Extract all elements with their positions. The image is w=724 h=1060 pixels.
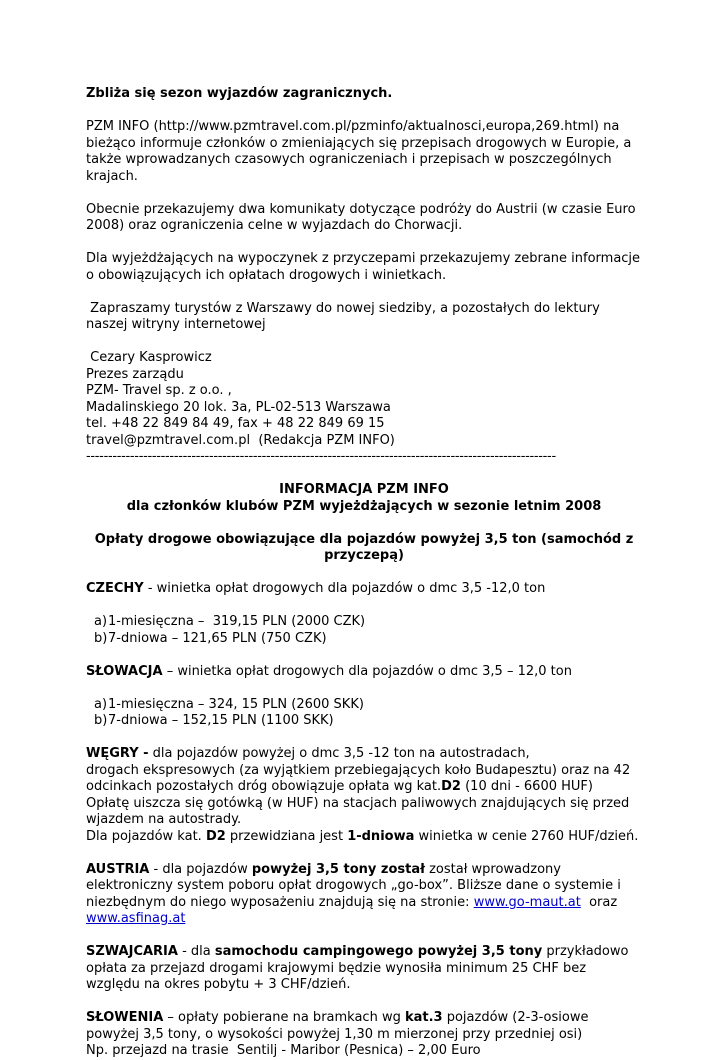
section-szwajcaria	[86, 944, 642, 994]
signature-email: travel@pzmtravel.com.pl (Redakcja PZM INFO)	[86, 432, 395, 448]
link-asfinag[interactable]: www.asfinag.at	[86, 911, 186, 926]
country-name-czechy: CZECHY	[86, 581, 144, 596]
section-austria	[86, 862, 642, 928]
intro-paragraph-4: Zapraszamy turystów z Warszawy do nowej siedziby, a pozostałych do lektury naszej witryny internetowej	[86, 300, 604, 332]
list-item-text: 7-dniowa – 152,15 PLN (1100 SKK)	[108, 713, 334, 728]
list-item	[86, 614, 642, 631]
link-go-maut[interactable]: www.go-maut.at	[473, 894, 581, 910]
szwajcaria-bold-text: samochodu campingowego powyżej 3,5 tony	[214, 944, 543, 959]
list-item-text: 1-miesięczna – 319,15 PLN (2000 CZK)	[108, 614, 366, 629]
intro-title: Zbliża się sezon wyjazdów zagranicznych.	[86, 86, 393, 101]
signature-phone: tel. +48 22 849 84 49, fax + 48 22 849 69 15	[86, 416, 385, 431]
list-item	[86, 631, 642, 648]
slowenia-text-3: Np. przejazd na trasie Sentilj - Maribor (Pesnica) – 2,00 Euro	[86, 1043, 481, 1058]
info-heading: INFORMACJA PZM INFO	[279, 482, 449, 497]
wegry-text-3: (10 dni - 6600 HUF)	[460, 779, 593, 794]
section-slowenia	[86, 1010, 642, 1060]
country-name-slowenia: SŁOWENIA	[86, 1010, 164, 1025]
szwajcaria-text-1: - dla	[177, 944, 215, 959]
intro-paragraph-1: PZM INFO (http://www.pzmtravel.com.pl/pzminfo/aktualnosci,europa,269.html) na bieżąco informuje członków o zmieniających się przepisach drogowych w Europie, a także wprowadzanych czasowych ograniczeniach i przepisach w poszczególnych krajach.	[86, 119, 632, 184]
intro-paragraph-3: Dla wyjeżdżających na wypoczynek z przyczepami przekazujemy zebrane informacje o obowiązujących ich opłatach drogowych i winietkach.	[86, 251, 641, 283]
wegry-category-2: D2	[205, 828, 226, 844]
czechy-description: - winietka opłat drogowych dla pojazdów o dmc 3,5 -12,0 ton	[143, 581, 546, 596]
austria-bold-text: powyżej 3,5 tony został	[251, 861, 425, 877]
signature-name: Cezary Kasprowicz	[86, 350, 212, 365]
wegry-text-4: Opłatę uiszcza się gotówką (w HUF) na stacjach paliwowych znajdujących się przed wjazdem na autostrady.	[86, 795, 630, 827]
signature-company: PZM- Travel sp. z o.o. ,	[86, 383, 232, 398]
austria-text-3: oraz	[580, 894, 622, 910]
wegry-text-2: drogach ekspresowych (za wyjątkiem przebiegających koło Budapesztu) oraz na 42 odcinkach pozostałych dróg obowiązuje opłata wg kat.	[86, 762, 631, 794]
document-page	[86, 86, 642, 1060]
signature-address: Madalinskiego 20 lok. 3a, PL-02-513 Warszawa	[86, 399, 391, 415]
list-item-text: 7-dniowa – 121,65 PLN (750 CZK)	[108, 630, 327, 646]
slowenia-category: kat.3	[404, 1010, 443, 1025]
intro-paragraph-2: Obecnie przekazujemy dwa komunikaty dotyczące podróży do Austrii (w czasie Euro 2008) oraz ograniczenia celne w wyjazdach do Chorwacji.	[86, 201, 636, 233]
wegry-category: D2	[441, 779, 461, 794]
country-name-wegry: WĘGRY -	[86, 746, 149, 761]
wegry-text-5c: winietka w cenie 2760 HUF/dzień.	[414, 828, 639, 844]
list-item-text: 1-miesięczna – 324, 15 PLN (2600 SKK)	[108, 696, 364, 712]
section-czechy	[86, 581, 642, 598]
signature-block	[86, 350, 642, 449]
austria-text-2: został wprowadzony elektroniczny system poboru opłat drogowych „go-box”. Bliższe dane o systemie i niezbędnym do niego wyposażeniu znajdują się na stronie:	[86, 861, 621, 910]
country-name-slowacja: SŁOWACJA	[86, 663, 163, 679]
list-marker: a)	[94, 614, 108, 629]
country-name-szwajcaria: SZWAJCARIA	[86, 944, 178, 959]
szwajcaria-text-2: przykładowo opłata za przejazd drogami krajowymi będzie wynosiła minimum 25 CHF bez względu na okres pobytu + 3 CHF/dzień.	[86, 944, 629, 992]
slowacja-list	[86, 697, 642, 730]
signature-role: Prezes zarządu	[86, 366, 184, 382]
list-item	[86, 713, 642, 730]
wegry-text-5a: Dla pojazdów kat.	[86, 828, 206, 844]
list-marker: a)	[94, 696, 108, 712]
country-name-austria: AUSTRIA	[86, 861, 150, 877]
list-item	[86, 697, 642, 714]
czechy-list	[86, 614, 642, 647]
wegry-text-1: dla pojazdów powyżej o dmc 3,5 -12 ton na autostradach,	[148, 746, 530, 761]
fees-heading: Opłaty drogowe obowiązujące dla pojazdów powyżej 3,5 ton (samochód z przyczepą)	[94, 531, 634, 563]
slowenia-text-1: – opłaty pobierane na bramkach wg	[163, 1010, 405, 1025]
austria-text-1: - dla pojazdów	[149, 861, 252, 877]
list-marker: b)	[94, 630, 108, 646]
separator-line: -----------------------------------------------------------------------------------------------------------	[86, 449, 556, 464]
section-slowacja	[86, 664, 642, 681]
wegry-vignette-duration: 1-dniowa	[347, 828, 415, 844]
info-subheading: dla członków klubów PZM wyjeżdżających w sezonie letnim 2008	[126, 498, 602, 514]
list-marker: b)	[94, 713, 108, 728]
section-wegry	[86, 746, 642, 845]
slowenia-text-2: pojazdów (2-3-osiowe powyżej 3,5 tony, o wysokości powyżej 1,30 m mierzonej przy przedniej osi)	[86, 1010, 589, 1042]
slowacja-description: – winietka opłat drogowych dla pojazdów o dmc 3,5 – 12,0 ton	[162, 663, 572, 679]
wegry-text-5b: przewidziana jest	[225, 828, 348, 844]
